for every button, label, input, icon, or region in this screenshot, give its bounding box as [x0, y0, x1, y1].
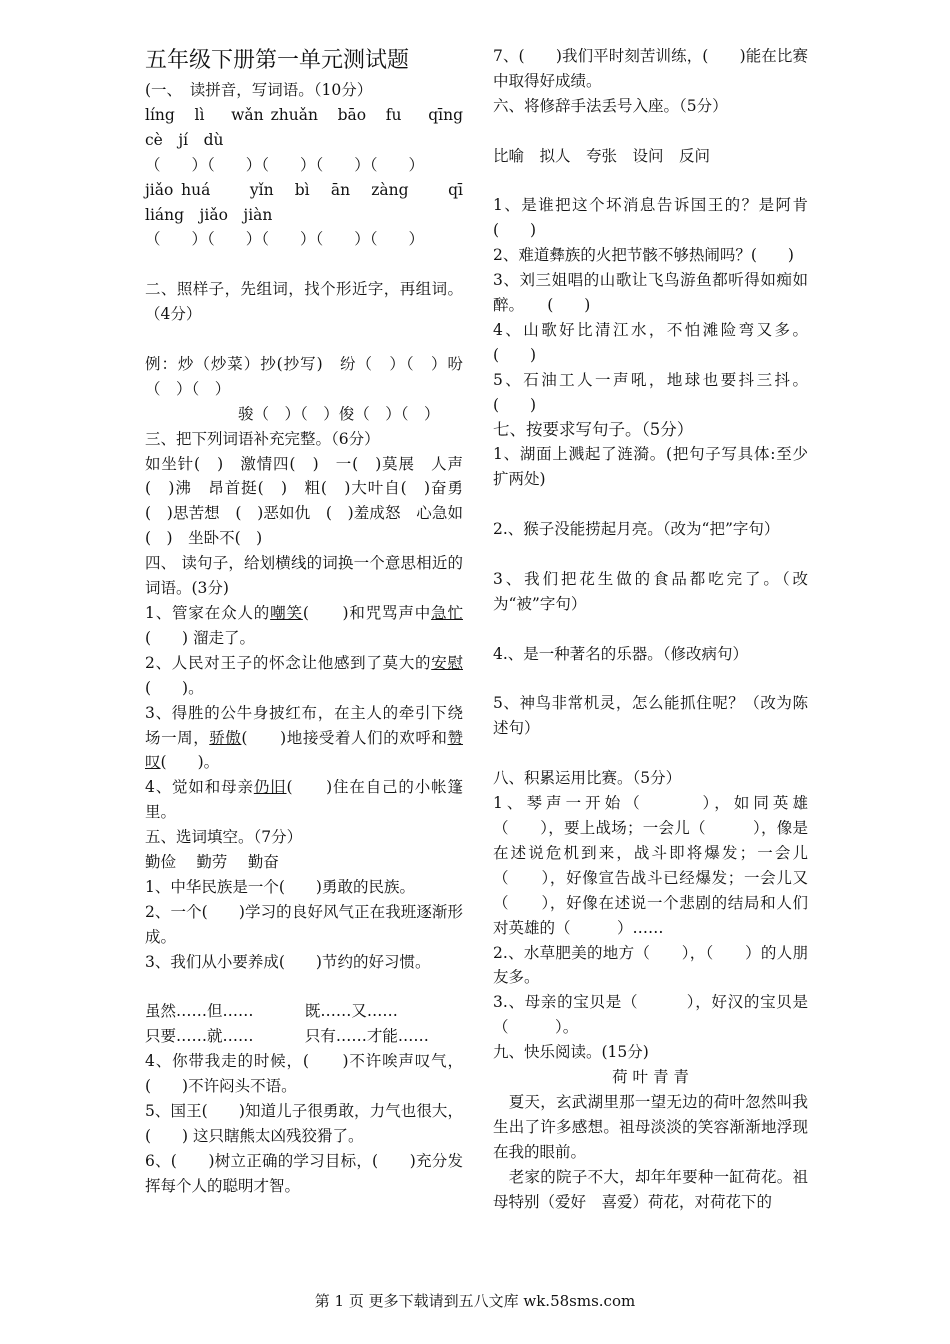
reading-passage-paragraph2: 老家的院子不大，却年年要种一缸荷花。祖母特别（爱好 喜爱）荷花，对荷花下的 [493, 1167, 808, 1211]
section1-pinyin-row1: líng lì wǎn zhuǎn bāo fu qīng cè jí dù [145, 105, 479, 149]
section3-items: 如坐针( ) 激情四( ) 一( )莫展 人声( )沸 昂首挺( ) 粗( )大叶自( )奋勇 ( )思苦想 ( )恶如仇 ( )羞成怒 心急如( ) 坐卧不( ) [145, 454, 479, 548]
section4-heading: 四、 读句子，给划横线的词换一个意思相近的词语。(3分) [145, 554, 463, 598]
section6-question3: 3、刘三姐唱的山歌让飞鸟游鱼都听得如痴如醉。 ( ) [493, 271, 808, 315]
section8-heading: 八、积累运用比赛。（5分） [493, 769, 682, 788]
section5-conjunctions-row2: 只要……就…… 只有……才能…… [145, 1027, 429, 1046]
right-column [493, 44, 855, 1214]
section5-heading: 五、选词填空。（7分） [145, 828, 303, 847]
reading-passage-title: 荷 叶 青 青 [612, 1068, 689, 1087]
section5-question2: 2、一个( )学习的良好风气正在我班逐渐形成。 [145, 902, 463, 946]
section7-question2: 2.、猴子没能捞起月亮。（改为“把”字句） [493, 520, 780, 539]
section7-heading: 七、按要求写句子。（5分） [493, 419, 694, 439]
section7-question4: 4.、是一种著名的乐器。（修改病句） [493, 644, 749, 663]
section4-question3: 3、得胜的公牛身披红布，在主人的牵引下绕场一周，骄傲( )地接受着人们的欢呼和赞叹( )。 [145, 703, 463, 772]
reading-passage-paragraph1: 夏天，玄武湖里那一望无边的荷叶忽然叫我生出了许多感想。祖母淡淡的笑容渐渐地浮现在我的眼前。 [493, 1092, 808, 1161]
section5-conjunctions-row1: 虽然……但…… 既……又…… [145, 1002, 398, 1021]
section4-question4: 4、觉如和母亲仍旧( )住在自己的小帐篷里。 [145, 778, 463, 822]
section3-heading: 三、把下列词语补充完整。（6分） [145, 429, 380, 448]
section1-blanks-row1: （ ）（ ）（ ）（ ）（ ） [145, 155, 425, 174]
section1-pinyin-row2: jiǎo huá yǐn bì ān zàng qī liáng jiǎo jiàn [145, 180, 479, 224]
section5-question4: 4、你带我走的时候，( )不许唉声叹气，( )不许闷头不语。 [145, 1052, 463, 1096]
section8-question2: 2.、水草肥美的地方（ ），（ ）的人朋友多。 [493, 943, 808, 987]
section2-example: 例：炒（炒菜）抄(抄写) 纷（ ）（ ）吩（ ）（ ） [145, 354, 463, 398]
section5-word-options: 勤俭 勤劳 勤奋 [145, 853, 279, 872]
section9-heading: 九、快乐阅读。(15分) [493, 1043, 649, 1062]
left-column [145, 44, 479, 1199]
section5-question5: 5、国王( )知道儿子很勇敢，力气也很大，( ) 这只瞎熊太凶残狡猾了。 [145, 1102, 463, 1146]
section6-options: 比喻 拟人 夸张 设问 反问 [493, 146, 711, 165]
section5-question3: 3、我们从小要养成( )节约的好习惯。 [145, 952, 431, 971]
section2-line2: 骏（ ）（ ）俊（ ）（ ） [145, 404, 440, 423]
section8-question1: 1、琴声一开始（ ），如同英雄（ ），要上战场；一会儿（ ），像是在述说危机到来，战斗即将爆发；一会儿（ ），好像宣告战斗已经爆发；一会儿又（ ），好像在述说一个悲剧的结局和人们对英雄的（ ）…… [493, 794, 808, 937]
section1-blanks-row2: （ ）（ ）（ ）（ ）（ ） [145, 230, 425, 249]
section6-question2: 2、难道彝族的火把节骸不够热闹吗？( ) [493, 246, 794, 265]
section6-question4: 4、山歌好比清江水，不怕滩险弯又多。( ) [493, 320, 808, 364]
section4-question2: 2、人民对王子的怀念让他感到了莫大的安慰( )。 [145, 653, 463, 697]
section7-question5: 5、神鸟非常机灵，怎么能抓住呢？（改为陈述句） [493, 694, 808, 738]
page-footer: 第 1 页 更多下载请到五八文库 wk.58sms.com [314, 1292, 636, 1310]
section6-heading: 六、将修辞手法丢号入座。（5分） [493, 96, 728, 115]
section1-heading: (一、 读拼音，写词语。（10分） [145, 81, 373, 99]
section5-question6: 6、( )树立正确的学习目标，( )充分发挥每个人的聪明才智。 [145, 1151, 463, 1195]
section6-question5: 5、石油工人一声吼，地球也要抖三抖。( ) [493, 370, 808, 414]
section5-question1: 1、中华民族是一个( )勇敢的民族。 [145, 877, 415, 896]
section7-question1: 1、湖面上溅起了涟漪。(把句子写具体:至少扩两处) [493, 445, 808, 489]
section8-question3: 3.、母亲的宝贝是（ ），好汉的宝贝是（ ）。 [493, 993, 808, 1037]
section2-heading: 二、照样子，先组词，找个形近字，再组词。（4分） [145, 280, 463, 324]
section7-question3: 3、我们把花生做的食品都吃完了。（改为“被”字句） [493, 569, 808, 613]
page-title: 五年级下册第一单元测试题 [145, 48, 410, 73]
section5-question7: 7、( )我们平时刻苦训练，( )能在比赛中取得好成绩。 [493, 47, 808, 90]
section6-question1: 1、是谁把这个坏消息告诉国王的？是阿肯 ( ) [493, 196, 855, 240]
section4-question1: 1、管家在众人的嘲笑( )和咒骂声中急忙( ) 溜走了。 [145, 604, 463, 647]
